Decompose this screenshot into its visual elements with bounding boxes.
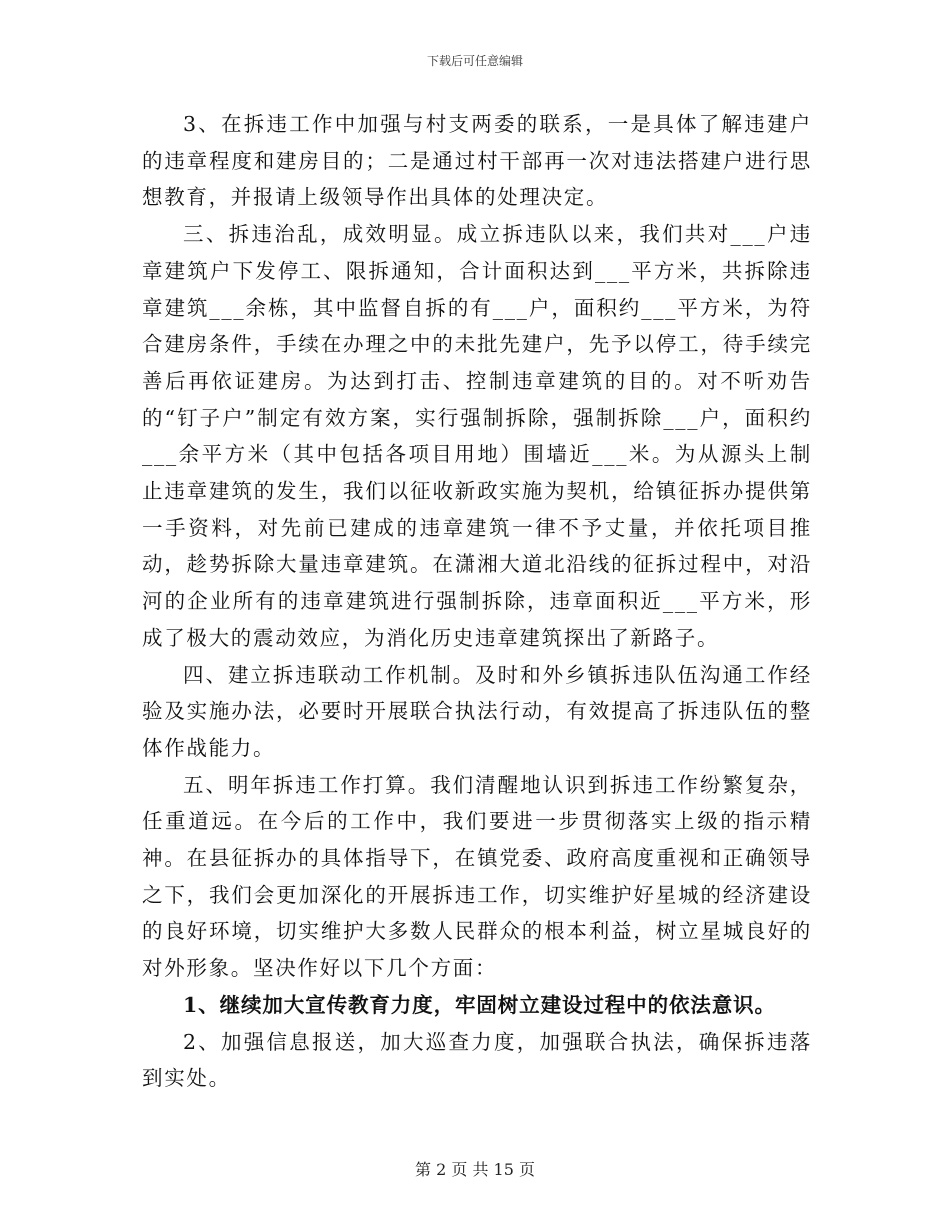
- paragraph-mechanism: 四、建立拆违联动工作机制。及时和外乡镇拆违队伍沟通工作经验及实施办法，必要时开展联合执法行动，有效提高了拆违队伍的整体作战能力。: [142, 662, 812, 760]
- paragraph-liaison: 3、在拆违工作中加强与村支两委的联系，一是具体了解违建户的违章程度和建房目的；二是通过村干部再一次对违法搭建户进行思想教育，并报请上级领导作出具体的处理决定。: [142, 112, 812, 210]
- paragraph-results: 三、拆违治乱，成效明显。成立拆违队以来，我们共对___户违章建筑户下发停工、限拆通知，合计面积达到___平方米，共拆除违章建筑___余栋，其中监督自拆的有___户，面积约___平方米，为符合建房条件，手续在办理之中的未批先建户，先予以停工，待手续完善后再依证建房。为达到打击、控制违章建筑的目的。对不听劝告的“钉子户”制定有效方案，实行强制拆除，强制拆除___户，面积约___余平方米（其中包括各项目用地）围墙近___米。为从源头上制止违章建筑的发生，我们以征收新政实施为契机，给镇征拆办提供第一手资料，对先前已建成的违章建筑一律不予丈量，并依托项目推动，趁势拆除大量违章建筑。在潇湘大道北沿线的征拆过程中，对沿河的企业所有的违章建筑进行强制拆除，违章面积近___平方米，形成了极大的震动效应，为消化历史违章建筑探出了新路子。: [142, 222, 812, 650]
- paragraph-plan-item-2: 2、加强信息报送，加大巡查力度，加强联合执法，确保拆违落到实处。: [142, 1029, 812, 1091]
- paragraph-plans: 五、明年拆违工作打算。我们清醒地认识到拆违工作纷繁复杂，任重道远。在今后的工作中，我们要进一步贯彻落实上级的指示精神。在县征拆办的具体指导下，在镇党委、政府高度重视和正确领导之下，我们会更加深化的开展拆违工作，切实维护好星城的经济建设的良好环境，切实维护大多数人民群众的根本利益，树立星城良好的对外形象。坚决作好以下几个方面：: [142, 772, 812, 981]
- page-number-footer: 第 2 页 共 15 页: [415, 1160, 535, 1179]
- paragraph-plan-item-1: 1、继续加大宣传教育力度，牢固树立建设过程中的依法意识。: [183, 992, 776, 1017]
- document-body: [142, 106, 812, 1097]
- page-header-note: 下载后可任意编辑: [426, 54, 523, 68]
